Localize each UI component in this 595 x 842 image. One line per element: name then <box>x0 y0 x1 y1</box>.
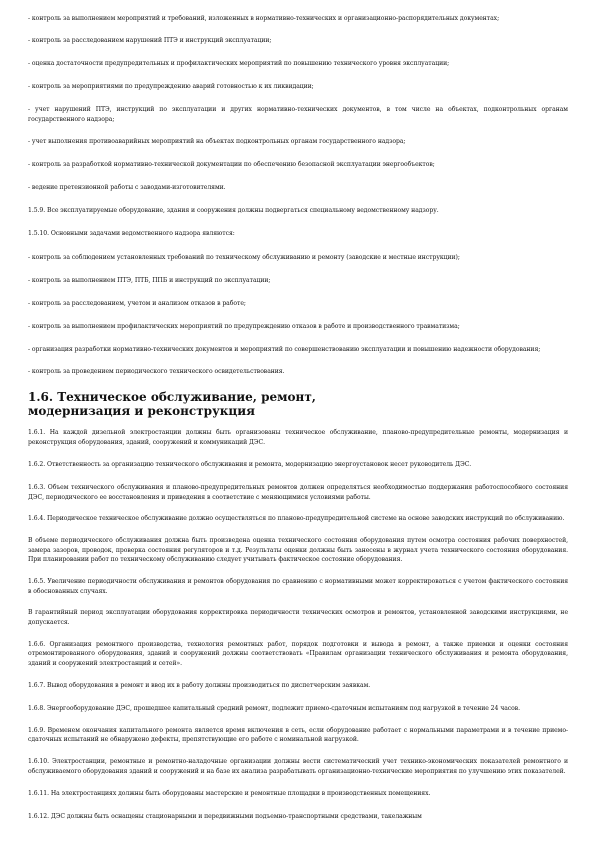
list-item: - ведение претензионной работы с заводами-изготовителями. <box>28 184 226 192</box>
list-item: - контроль за выполнением мероприятий и требований, изложенных в нормативно-технических и организационно-распорядительных документах; <box>28 15 500 22</box>
list-item: - контроль за расследованием нарушений ПТЭ и инструкций эксплуатации; <box>28 36 272 44</box>
paragraph: 1.6.4. Периодическое техническое обслуживание должно осуществляться по планово-предупредительной системе на основе заводских инструкций по обслуживанию. <box>28 515 565 523</box>
paragraph: 1.6.12. ДЭС должны быть оснащены стационарными и передвижными подъемно-транспортными средствами, такелажным <box>28 812 422 820</box>
paragraph-1-5-10: 1.5.10. Основными задачами ведомственного надзора являются: <box>28 230 235 238</box>
paragraph: 1.6.2. Ответственность за организацию технического обслуживания и ремонта, модернизацию энергоустановок несет руководитель ДЭС. <box>28 460 472 468</box>
paragraph: 1.6.11. На электростанциях должны быть оборудованы мастерские и ремонтные площадки в производственных помещениях. <box>28 789 431 797</box>
paragraph-1-5-9: 1.5.9. Все эксплуатируемые оборудование, здания и сооружения должны подвергаться специальному ведомственному надзору. <box>28 207 439 215</box>
list-item: - организация разработки нормативно-технических документов и мероприятий по совершенствованию эксплуатации и повышению надежности оборудования; <box>28 346 541 354</box>
list-item: - контроль за выполнением профилактических мероприятий по предупреждению отказов в работе и производственного травматизма; <box>28 323 460 331</box>
paragraph: 1.6.10. Электростанции, ремонтные и ремонтно-наладочные организации должны вести систематический учет технико-экономических показателей ремонтного и обслуживаемого оборудования зданий и сооружений и на базе их анализа разрабатывать организационно-технические мероприятия по улучшению этих показателей. <box>28 758 568 775</box>
list-item: - контроль за соблюдением установленных требований по техническому обслуживанию и ремонту (заводские и местные инструкции); <box>28 253 460 261</box>
document-body <box>28 14 568 833</box>
paragraph: 1.6.7. Вывод оборудования в ремонт и ввод их в работу должны производиться по диспетчерским заявкам. <box>28 681 371 689</box>
paragraph: 1.6.6. Организация ремонтного производства, технология ремонтных работ, порядок подготовки и вывода в ремонт, а также приемки и оценки состояния отремонтированного оборудования, зданий и сооружений должны соответствовать «Правилам организации технического обслуживания и ремонта оборудования, зданий и сооружений электростанций и сетей». <box>28 640 568 667</box>
paragraph: В гарантийный период эксплуатации оборудования корректировка периодичности технических осмотров и ремонтов, установленной заводскими инструкциями, не допускается. <box>28 609 568 627</box>
list-item: - контроль за разработкой нормативно-технической документации по обеспечению безопасной эксплуатации энергообъектов; <box>28 160 435 168</box>
paragraph: 1.6.1. На каждой дизельной электростанции должны быть организованы техническое обслуживание, планово-предупредительные ремонты, модернизация и реконструкция оборудования, зданий, сооружений и коммуникаций ДЭС. <box>28 429 568 446</box>
paragraph: 1.6.5. Увеличение периодичности обслуживания и ремонтов оборудования по сравнению с нормативными может корректироваться с учетом фактического состояния в обоснованных случаях. <box>28 578 568 595</box>
paragraph: 1.6.9. Временем окончания капитального ремонта является время включения в сеть, если оборудование работает с нормальными параметрами и в течение приемо-сдаточных испытаний не обнаружено дефекты, препятствующие его работе с номинальной нагрузкой. <box>28 726 568 744</box>
paragraph: В объеме периодического обслуживания должна быть произведена оценка технического состояния оборудования путем осмотра состояния рабочих поверхностей, замера зазоров, проводок, проверка состояния регуляторов и т.д. Результаты оценки должны быть занесены в журнал учета технического состояния оборудования. При планировании работ по техническому обслуживанию следует учитывать фактическое состояние оборудования. <box>28 537 568 564</box>
list-item: - контроль за проведением периодического технического освидетельствования. <box>28 368 285 376</box>
list-item: - контроль за расследованием, учетом и анализом отказов в работе; <box>28 300 246 308</box>
list-item: - учет выполнения противоаварийных мероприятий на объектах подконтрольных органам государственного надзора; <box>28 137 406 145</box>
paragraph: 1.6.8. Энергооборудование ДЭС, прошедшее капитальный средний ремонт, подлежит приемо-сдаточным испытаниям под нагрузкой в течение 24 часов. <box>28 704 521 712</box>
list-item: - оценка достаточности предупредительных и профилактических мероприятий по повышению технического уровня эксплуатации; <box>28 59 450 67</box>
list-item: - контроль за выполнением ПТЭ, ПТБ, ППБ и инструкций по эксплуатации; <box>28 276 271 284</box>
section-heading: 1.6. Техническое обслуживание, ремонт, модернизация и реконструкция <box>28 390 316 419</box>
paragraph: 1.6.3. Объем технического обслуживания и планово-предупредительных ремонтов должен определяться необходимостью поддержания работоспособного состояния ДЭС, периодического ее восстановления и приведения в соответствие с меняющимися условиями работы. <box>28 483 568 501</box>
list-item: - контроль за мероприятиями по предупреждению аварий готовностью к их ликвидации; <box>28 83 314 91</box>
list-item: - учет нарушений ПТЭ, инструкций по эксплуатации и других нормативно-технических документов, в том числе на объектах, подконтрольных органам государственного надзора; <box>28 106 568 123</box>
